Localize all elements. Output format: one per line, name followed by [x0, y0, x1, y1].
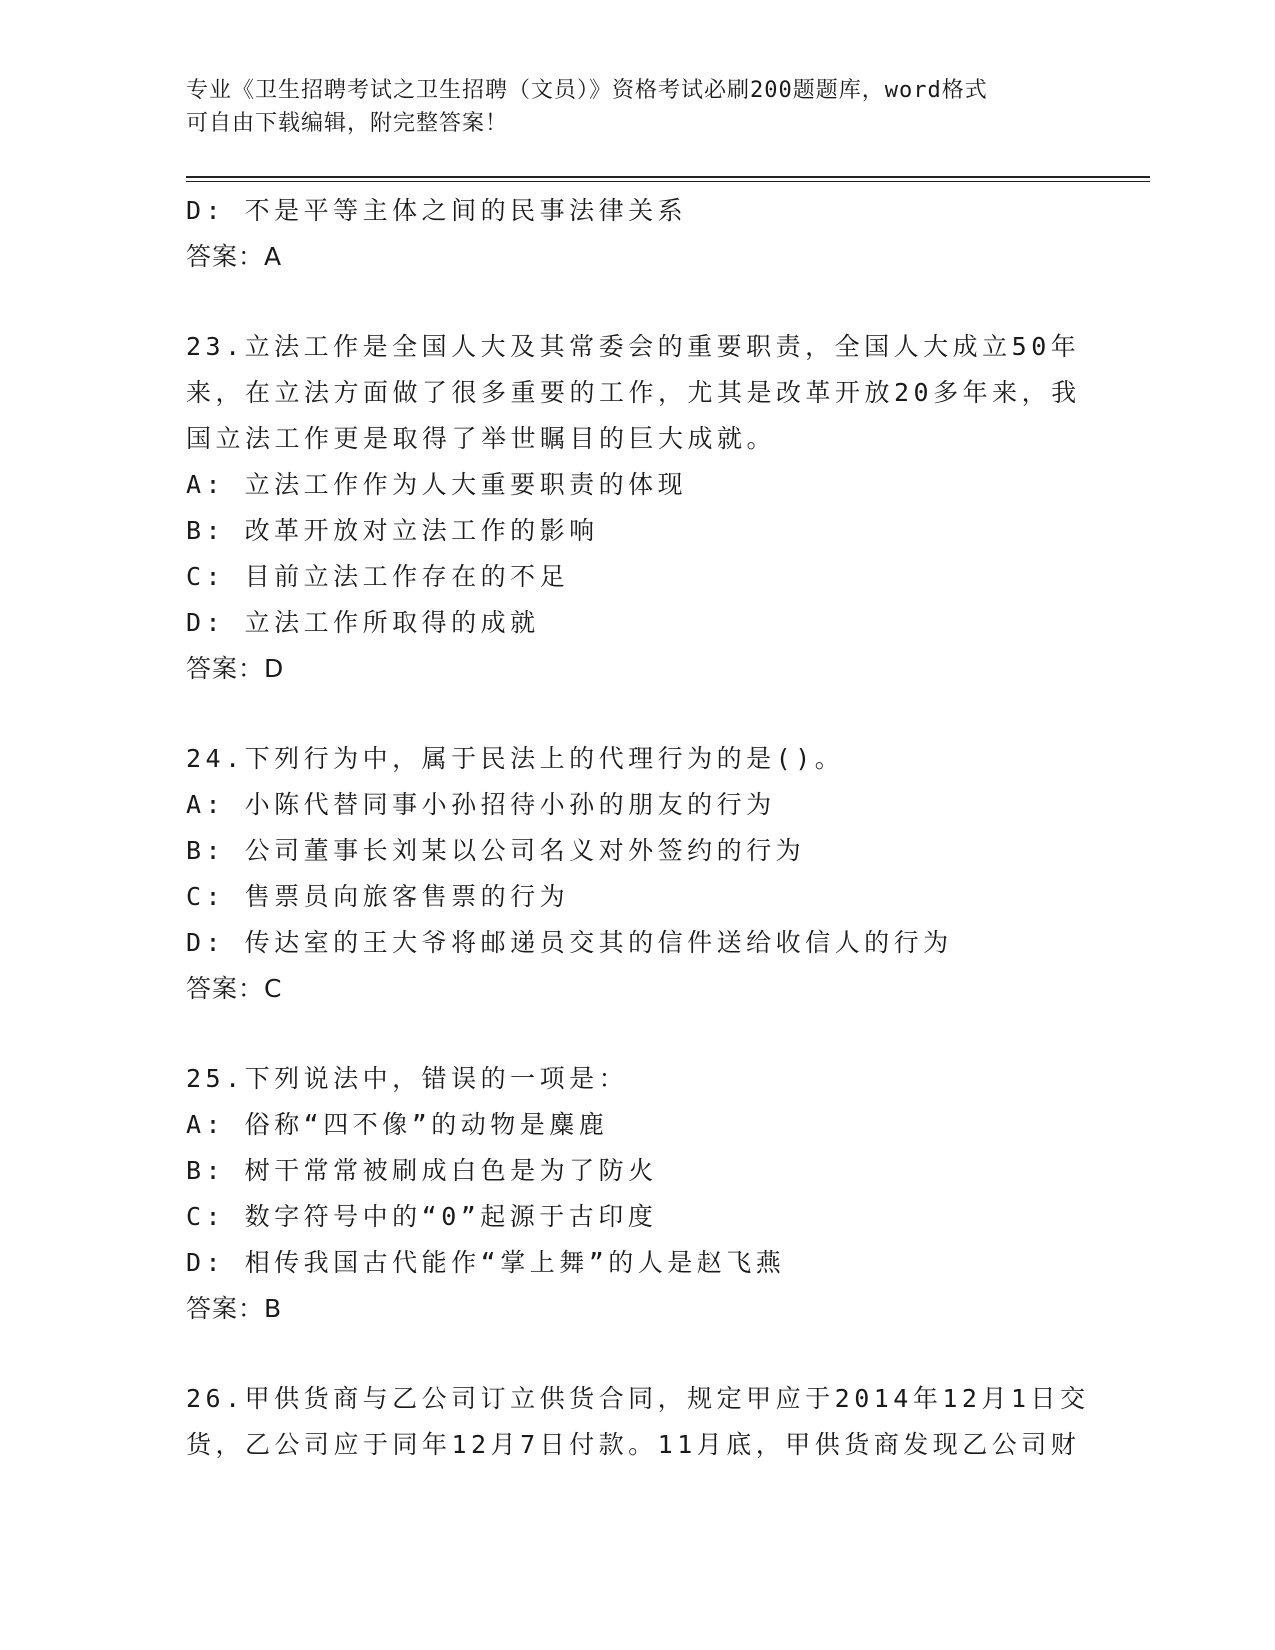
- question-24: [186, 736, 1086, 1012]
- question-text-line: 26.甲供货商与乙公司订立供货合同，规定甲应于2014年12月1日交: [186, 1384, 1090, 1413]
- answer-line: 答案：C: [186, 974, 283, 1003]
- question-text-line: 国立法工作更是取得了举世瞩目的巨大成就。: [186, 424, 777, 453]
- question-23: [186, 324, 1086, 692]
- option-c: C: 数字符号中的“0”起源于古印度: [186, 1202, 658, 1231]
- option-c: C: 售票员向旅客售票的行为: [186, 882, 570, 911]
- option-d: D: 立法工作所取得的成就: [186, 608, 540, 637]
- question-25: [186, 1056, 1086, 1332]
- option-d: D: 相传我国古代能作“掌上舞”的人是赵飞燕: [186, 1248, 786, 1277]
- answer-line: 答案：A: [186, 242, 283, 271]
- header-divider-thin: [186, 181, 1150, 182]
- option-c: C: 目前立法工作存在的不足: [186, 562, 570, 591]
- option-b: B: 公司董事长刘某以公司名义对外签约的行为: [186, 836, 806, 865]
- question-content: [186, 188, 1090, 1468]
- option-b: B: 改革开放对立法工作的影响: [186, 516, 599, 545]
- question-text-line: 25.下列说法中，错误的一项是：: [186, 1064, 629, 1093]
- option-d: D: 不是平等主体之间的民事法律关系: [186, 196, 688, 225]
- document-header: [186, 74, 1066, 140]
- answer-line: 答案：D: [186, 654, 285, 683]
- option-a: A: 小陈代替同事小孙招待小孙的朋友的行为: [186, 790, 776, 819]
- option-a: A: 立法工作作为人大重要职责的体现: [186, 470, 688, 499]
- header-line-2: 可自由下载编辑，附完整答案！: [186, 111, 509, 136]
- option-d: D: 传达室的王大爷将邮递员交其的信件送给收信人的行为: [186, 928, 953, 957]
- question-text-line: 来，在立法方面做了很多重要的工作，尤其是改革开放20多年来，我: [186, 378, 1081, 407]
- option-b: B: 树干常常被刷成白色是为了防火: [186, 1156, 658, 1185]
- answer-line: 答案：B: [186, 1294, 283, 1323]
- header-line-1: 专业《卫生招聘考试之卫生招聘（文员）》资格考试必刷200题题库，word格式: [186, 78, 988, 103]
- question-26: [186, 1376, 1090, 1468]
- header-divider-thick: [186, 176, 1150, 178]
- option-a: A: 俗称“四不像”的动物是麋鹿: [186, 1110, 609, 1139]
- question-text-line: 货，乙公司应于同年12月7日付款。11月底，甲供货商发现乙公司财: [186, 1430, 1081, 1459]
- question-text-line: 24.下列行为中，属于民法上的代理行为的是()。: [186, 744, 845, 773]
- question-text-line: 23.立法工作是全国人大及其常委会的重要职责，全国人大成立50年: [186, 332, 1081, 361]
